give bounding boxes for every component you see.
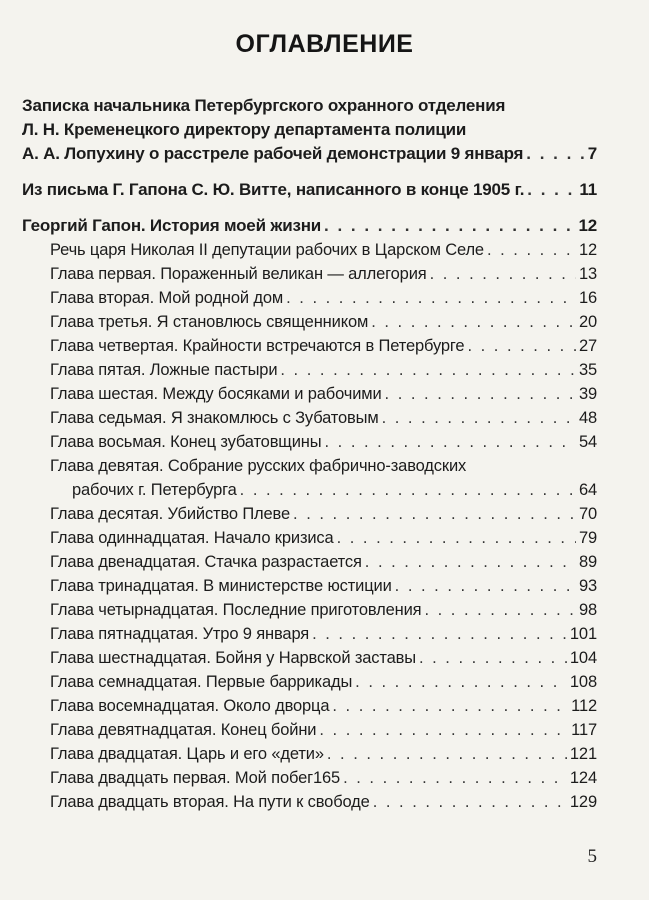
dot-leader (324, 430, 575, 454)
toc-entry-text: Глава третья. Я становлюсь священником (50, 313, 369, 331)
toc-chapter[interactable] (22, 622, 597, 646)
dot-leader (526, 142, 584, 166)
toc-page-number: 108 (569, 673, 597, 691)
toc-chapter[interactable] (22, 286, 597, 310)
toc-entry-text: Из письма Г. Гапона С. Ю. Витте, написанного в конце 1905 г. (22, 180, 525, 199)
toc-page-number: 35 (578, 361, 597, 379)
dot-leader (327, 742, 567, 766)
dot-leader (373, 790, 567, 814)
toc-entry-text: Георгий Гапон. История моей жизни (22, 216, 322, 235)
dot-leader (382, 406, 576, 430)
toc-chapter[interactable] (22, 766, 597, 790)
toc-chapter[interactable] (22, 358, 597, 382)
dot-leader (286, 286, 576, 310)
toc-page-number: 13 (578, 265, 597, 283)
toc-page-number: 112 (571, 697, 597, 715)
dot-leader (365, 550, 576, 574)
toc-chapter[interactable] (22, 598, 597, 622)
toc-chapter[interactable] (22, 334, 597, 358)
toc-entry-text: Речь царя Николая II депутации рабочих в Царском Селе (50, 241, 484, 259)
toc-entry-line (22, 142, 597, 166)
toc-page-number: 7 (587, 144, 597, 163)
toc-page-number: 20 (578, 313, 597, 331)
dot-leader (419, 646, 567, 670)
toc-page-number: 64 (578, 481, 597, 499)
toc-page-number: 70 (578, 505, 597, 523)
toc-chapter[interactable] (22, 742, 597, 766)
toc-entry-text: Глава шестая. Между босяками и рабочими (50, 385, 382, 403)
dot-leader (337, 526, 576, 550)
toc-page-number: 89 (578, 553, 597, 571)
toc-entry-text: Глава двенадцатая. Стачка разрастается (50, 553, 362, 571)
toc-entry-text: Глава восьмая. Конец зубатовщины (50, 433, 322, 451)
toc-page-number: 129 (569, 793, 597, 811)
toc-entry-letter[interactable] (22, 178, 597, 202)
dot-leader (527, 178, 576, 202)
toc-page-number: 93 (578, 577, 597, 595)
toc-entry-text: Глава первая. Пораженный великан — аллегория (50, 265, 427, 283)
dot-leader (430, 262, 576, 286)
toc-entry-text: Глава одиннадцатая. Начало кризиса (50, 529, 334, 547)
toc-page-number: 54 (578, 433, 597, 451)
toc-page-number: 98 (578, 601, 597, 619)
toc-entry-text: Глава девятнадцатая. Конец бойни (50, 721, 317, 739)
toc-page-number: 12 (578, 241, 597, 259)
toc-chapter[interactable] (22, 502, 597, 526)
toc-entry-text: Глава пятнадцатая. Утро 9 января (50, 625, 310, 643)
toc-entry-text: Глава десятая. Убийство Плеве (50, 505, 291, 523)
dot-leader (319, 718, 568, 742)
toc-entry-text: Глава двадцать первая. Мой побег165 (50, 769, 341, 787)
dot-leader (293, 502, 576, 526)
dot-leader (280, 358, 576, 382)
toc-chapter[interactable] (22, 430, 597, 454)
toc-chapter[interactable] (22, 238, 597, 262)
dot-leader (343, 766, 567, 790)
toc-entry-text: Глава двадцатая. Царь и его «дети» (50, 745, 324, 763)
toc-entry-line: Л. Н. Кременецкого директору департамента полиции (22, 120, 467, 139)
toc-page-number: 101 (569, 625, 597, 643)
toc-entry-book[interactable] (22, 214, 597, 238)
toc-page-number: 16 (578, 289, 597, 307)
dot-leader (240, 478, 576, 502)
toc-chapter[interactable] (22, 382, 597, 406)
toc-entry-text: Глава тринадцатая. В министерстве юстиции (50, 577, 392, 595)
toc-entry-line: Записка начальника Петербургского охранного отделения (22, 96, 506, 115)
toc-entry-text: Глава седьмая. Я знакомлюсь с Зубатовым (50, 409, 379, 427)
toc-page-number: 104 (569, 649, 597, 667)
dot-leader (385, 382, 576, 406)
toc-chapter[interactable] (22, 454, 597, 502)
toc-entry-text: Глава пятая. Ложные пастыри (50, 361, 278, 379)
dot-leader (332, 694, 568, 718)
toc-chapter[interactable] (22, 526, 597, 550)
toc-chapter[interactable] (22, 574, 597, 598)
toc-chapter[interactable] (22, 406, 597, 430)
toc-entry-line (50, 478, 597, 502)
toc-page-number: 39 (578, 385, 597, 403)
dot-leader (312, 622, 567, 646)
toc-entry-text: Глава семнадцатая. Первые баррикады (50, 673, 353, 691)
toc-page-number: 121 (569, 745, 597, 763)
toc-entry-text: Глава девятая. Собрание русских фабрично-заводских (50, 457, 467, 475)
toc-entry-text: А. А. Лопухину о расстреле рабочей демонстрации 9 января (22, 144, 524, 163)
toc-entry-text: Глава вторая. Мой родной дом (50, 289, 284, 307)
toc-page-number: 27 (578, 337, 597, 355)
toc-entry-text: Глава шестнадцатая. Бойня у Нарвской заставы (50, 649, 416, 667)
toc-page-number: 48 (578, 409, 597, 427)
table-of-contents (22, 94, 597, 814)
dot-leader (487, 238, 576, 262)
toc-entry-note[interactable] (22, 94, 597, 166)
toc-entry-text: Глава восемнадцатая. Около дворца (50, 697, 330, 715)
toc-entry-text: Глава четвертая. Крайности встречаются в Петербурге (50, 337, 465, 355)
toc-entry-text: Глава четырнадцатая. Последние приготовления (50, 601, 422, 619)
toc-page-number: 117 (571, 721, 597, 739)
toc-page-number: 124 (569, 769, 597, 787)
toc-chapter[interactable] (22, 550, 597, 574)
toc-entry-text: Глава двадцать вторая. На пути к свободе (50, 793, 370, 811)
dot-leader (467, 334, 576, 358)
toc-entry-text: рабочих г. Петербурга (72, 481, 237, 499)
toc-chapter[interactable] (22, 310, 597, 334)
toc-page-number: 79 (578, 529, 597, 547)
dot-leader (371, 310, 576, 334)
page-number: 5 (587, 846, 597, 867)
dot-leader (324, 214, 575, 238)
dot-leader (355, 670, 567, 694)
dot-leader (395, 574, 576, 598)
toc-page-number: 11 (579, 180, 597, 199)
toc-chapter[interactable] (22, 670, 597, 694)
toc-chapter[interactable] (22, 646, 597, 670)
toc-chapter[interactable] (22, 790, 597, 814)
toc-chapter[interactable] (22, 694, 597, 718)
toc-page-number: 12 (578, 216, 597, 235)
toc-chapter[interactable] (22, 718, 597, 742)
toc-chapter[interactable] (22, 262, 597, 286)
dot-leader (424, 598, 575, 622)
page-title: ОГЛАВЛЕНИЕ (235, 30, 414, 58)
